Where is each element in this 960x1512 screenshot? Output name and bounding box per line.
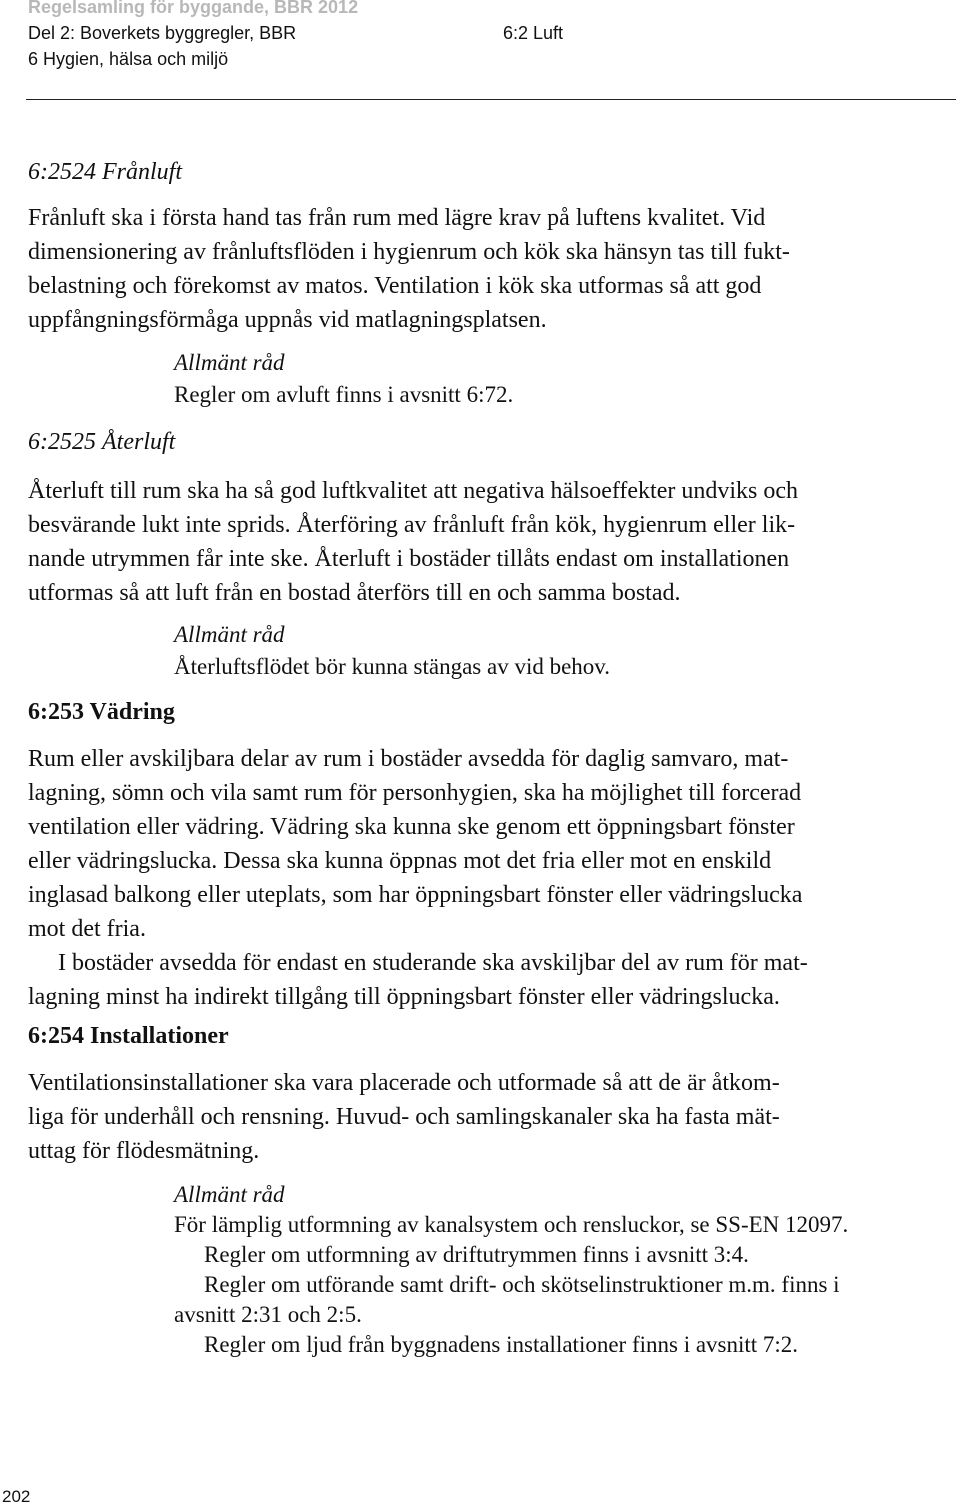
- body-line: eller vädringslucka. Dessa ska kunna öppnas mot det fria eller mot en enskild: [28, 848, 772, 874]
- body-line: I bostäder avsedda för endast en studerande ska avskiljbar del av rum för mat-: [58, 950, 808, 976]
- body-line: uttag för flödesmätning.: [28, 1138, 260, 1164]
- general-advice-2524: [174, 347, 513, 411]
- general-advice-label: Allmänt råd: [174, 1182, 285, 1207]
- body-line: lagning minst ha indirekt tillgång till öppningsbart fönster eller vädringslucka.: [28, 984, 780, 1010]
- running-header-part: Del 2: Boverkets byggregler, BBR: [28, 23, 297, 43]
- advice-line: Regler om avluft finns i avsnitt 6:72.: [174, 382, 514, 407]
- advice-line: Regler om utformning av driftutrymmen finns i avsnitt 3:4.: [204, 1242, 749, 1267]
- general-advice-label: Allmänt råd: [174, 350, 285, 375]
- advice-line: avsnitt 2:31 och 2:5.: [174, 1302, 362, 1327]
- advice-line: Återluftsflödet bör kunna stängas av vid behov.: [174, 654, 611, 679]
- running-header-title: Regelsamling för byggande, BBR 2012: [28, 0, 359, 17]
- body-line: utformas så att luft från en bostad återförs till en och samma bostad.: [28, 580, 681, 606]
- page-number: 202: [2, 1487, 31, 1506]
- body-line: inglasad balkong eller uteplats, som har öppningsbart fönster eller vädringslucka: [28, 882, 803, 908]
- body-line: nande utrymmen får inte ske. Återluft i bostäder tillåts endast om installationen: [28, 546, 790, 572]
- body-line: belastning och förekomst av matos. Ventilation i kök ska utformas så att god: [28, 273, 762, 299]
- running-header-subsection: 6 Hygien, hälsa och miljö: [28, 49, 229, 69]
- section-body-2524: [28, 201, 790, 337]
- section-body-254: [28, 1066, 780, 1168]
- body-line: Frånluft ska i första hand tas från rum med lägre krav på luftens kvalitet. Vid: [28, 205, 766, 231]
- body-line: liga för underhåll och rensning. Huvud- och samlingskanaler ska ha fasta mät-: [28, 1104, 780, 1130]
- body-line: Återluft till rum ska ha så god luftkvalitet att negativa hälsoeffekter undviks och: [28, 478, 799, 504]
- general-advice-254: [174, 1180, 848, 1360]
- body-line: lagning, sömn och vila samt rum för personhygien, ska ha möjlighet till forcerad: [28, 780, 802, 806]
- body-line: Ventilationsinstallationer ska vara placerade och utformade så att de är åtkom-: [28, 1070, 780, 1096]
- body-line: besvärande lukt inte sprids. Återföring av frånluft från kök, hygienrum eller lik-: [28, 512, 796, 538]
- body-line: uppfångningsförmåga uppnås vid matlagningsplatsen.: [28, 307, 547, 333]
- section-heading-2524: 6:2524 Frånluft: [28, 159, 182, 185]
- section-body-2525: [28, 474, 798, 610]
- section-heading-253: 6:253 Vädring: [28, 699, 175, 725]
- body-line: Rum eller avskiljbara delar av rum i bostäder avsedda för daglig samvaro, mat-: [28, 746, 789, 772]
- body-line: dimensionering av frånluftsflöden i hygienrum och kök ska hänsyn tas till fukt-: [28, 239, 790, 265]
- advice-line: För lämplig utformning av kanalsystem och rensluckor, se SS-EN 12097.: [174, 1212, 849, 1237]
- header-divider: [26, 99, 956, 100]
- running-header-chapter: 6:2 Luft: [503, 23, 564, 43]
- section-body-253: [28, 742, 808, 1014]
- general-advice-2525: [174, 619, 610, 683]
- advice-line: Regler om ljud från byggnadens installationer finns i avsnitt 7:2.: [204, 1332, 799, 1357]
- advice-line: Regler om utförande samt drift- och skötselinstruktioner m.m. finns i: [204, 1272, 840, 1297]
- body-line: ventilation eller vädring. Vädring ska kunna ske genom ett öppningsbart fönster: [28, 814, 795, 840]
- body-line: mot det fria.: [28, 916, 146, 942]
- section-heading-2525: 6:2525 Återluft: [28, 429, 176, 455]
- general-advice-label: Allmänt råd: [174, 622, 285, 647]
- section-heading-254: 6:254 Installationer: [28, 1023, 229, 1049]
